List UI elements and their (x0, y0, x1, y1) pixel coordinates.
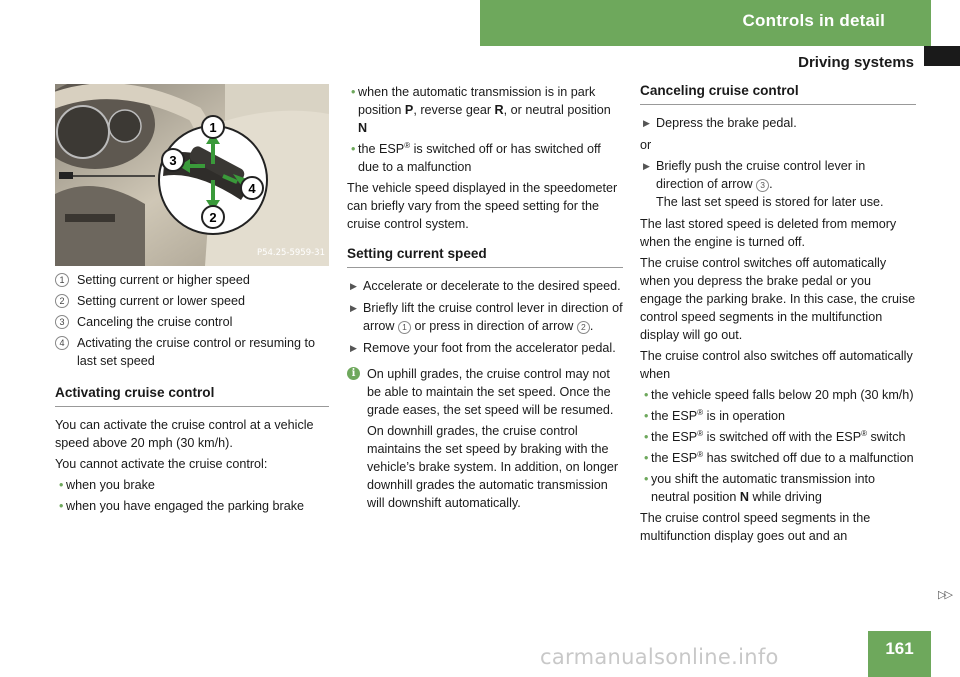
setting-section (347, 245, 623, 515)
info-icon: i (347, 367, 360, 380)
bullet-item (347, 83, 623, 137)
bullet-dot: • (644, 409, 649, 423)
callout-2-label: 2 (209, 210, 217, 225)
bullet-item (640, 449, 916, 467)
callout-3-label: 3 (169, 153, 177, 168)
arrow-icon: ▶ (350, 281, 357, 291)
cruise-control-figure (55, 84, 329, 266)
step-text: Accelerate or decelerate to the desired speed. (363, 279, 621, 293)
legend-number: 4 (55, 336, 69, 350)
arrow-icon: ▶ (350, 343, 357, 353)
legend-text: Setting current or lower speed (77, 294, 246, 308)
action-step (640, 157, 916, 211)
page-number-box (868, 631, 931, 677)
bullet-item (55, 476, 329, 494)
bullet-dot: • (351, 142, 356, 156)
action-step (347, 339, 623, 357)
bullet-text: the ESP® is in operation (651, 407, 786, 423)
legend-text: Canceling the cruise control (77, 315, 233, 329)
activating-para-1: You can activate the cruise control at a vehicle speed above 20 mph (30 km/h). (55, 418, 314, 450)
arrow-icon: ▶ (643, 118, 650, 128)
activating-heading: Activating cruise control (55, 384, 329, 407)
arrow-ref-2: 2 (577, 321, 590, 334)
subsection-title: Driving systems (798, 54, 914, 71)
step-text: Depress the brake pedal. (656, 116, 797, 130)
info-para-2: On downhill grades, the cruise control maintains the set speed by braking with the vehicle’s brake system. In addition, on longer downhill grades the automatic transmission will downshift automatically. (367, 424, 619, 510)
bullet-dot: • (351, 85, 356, 99)
arrow-ref-3: 3 (756, 179, 769, 192)
bullet-dot: • (59, 499, 64, 513)
speed-display-para: The vehicle speed displayed in the speedometer can briefly vary from the speed setting for the cruise control system. (347, 181, 618, 231)
canceling-heading: Canceling cruise control (640, 82, 916, 105)
column-3 (640, 82, 916, 548)
header-tab-marker (924, 46, 960, 66)
memory-para: The last stored speed is deleted from memory when the engine is turned off. (640, 217, 897, 249)
bullet-text: the ESP® is switched off with the ESP® switch (651, 428, 906, 444)
legend-item (55, 334, 329, 370)
bullet-item (55, 497, 329, 515)
legend-item (55, 271, 329, 289)
bullet-dot: • (59, 478, 64, 492)
arrow-icon: ▶ (643, 161, 650, 171)
legend-text: Setting current or higher speed (77, 273, 250, 287)
bullet-dot: • (644, 430, 649, 444)
legend-number: 2 (55, 294, 69, 308)
bullet-text: the ESP® has switched off due to a malfunction (651, 449, 914, 465)
bullet-item (640, 428, 916, 446)
or-text: or (640, 138, 652, 152)
bullet-text: when the automatic transmission is in park position P, reverse gear R, or neutral position N (358, 85, 611, 135)
bullet-text: when you have engaged the parking brake (66, 499, 305, 513)
info-note (347, 365, 623, 515)
callout-1-label: 1 (209, 120, 217, 135)
bullet-item (640, 407, 916, 425)
bullet-item (640, 470, 916, 506)
arrow-ref-1: 1 (398, 321, 411, 334)
header-bar (480, 0, 931, 46)
arrow-icon: ▶ (350, 303, 357, 313)
bullet-text: you shift the automatic transmission into neutral position N while driving (651, 472, 875, 504)
bullet-dot: • (644, 451, 649, 465)
info-para-1: On uphill grades, the cruise control may not be able to maintain the set speed. Once the grade eases, the set speed will be resumed. (367, 367, 614, 417)
bullet-dot: • (644, 472, 649, 486)
cockpit-illustration (55, 84, 329, 266)
activating-para-2: You cannot activate the cruise control: (55, 457, 268, 471)
bullet-text: the ESP® is switched off or has switched off due to a malfunction (358, 140, 601, 174)
action-step (347, 299, 623, 335)
step-text: Remove your foot from the accelerator pedal. (363, 341, 616, 355)
step-text: Briefly lift the cruise control lever in direction of arrow 1 or press in direction of arrow 2 . (363, 301, 623, 333)
section-title: Controls in detail (742, 11, 885, 30)
legend-item (55, 292, 329, 310)
legend-item (55, 313, 329, 331)
page-number: 161 (885, 639, 914, 658)
legend-number: 1 (55, 273, 69, 287)
legend-text: Activating the cruise control or resuming to last set speed (77, 336, 315, 368)
callout-4-label: 4 (248, 181, 256, 196)
bullet-dot: • (644, 388, 649, 402)
bullet-item (347, 140, 623, 176)
bullet-item (640, 386, 916, 404)
setting-heading: Setting current speed (347, 245, 623, 268)
auto-off-para: The cruise control switches off automatically when you depress the brake pedal or you engage the parking brake. In this case, the cruise control speed segments in the multifunction display will go out. (640, 256, 916, 342)
activating-section (55, 384, 329, 515)
watermark: carmanualsonline.info (540, 645, 779, 669)
figure-code: P54.25-5959-31 (256, 248, 325, 258)
segments-para: The cruise control speed segments in the multifunction display goes out and an (640, 511, 871, 543)
bullet-text: when you brake (66, 478, 155, 492)
auto-off-when-para: The cruise control also switches off automatically when (640, 349, 913, 381)
bullet-text: the vehicle speed falls below 20 mph (30 km/h) (651, 388, 914, 402)
legend-number: 3 (55, 315, 69, 329)
action-step (347, 277, 623, 295)
step-text: Briefly push the cruise control lever in direction of arrow 3 . The last set speed is stored for later use. (656, 159, 884, 209)
column-2 (347, 83, 623, 515)
figure-legend (55, 271, 329, 518)
continue-arrow-icon: ▷▷ (938, 589, 951, 601)
action-step (640, 114, 916, 132)
